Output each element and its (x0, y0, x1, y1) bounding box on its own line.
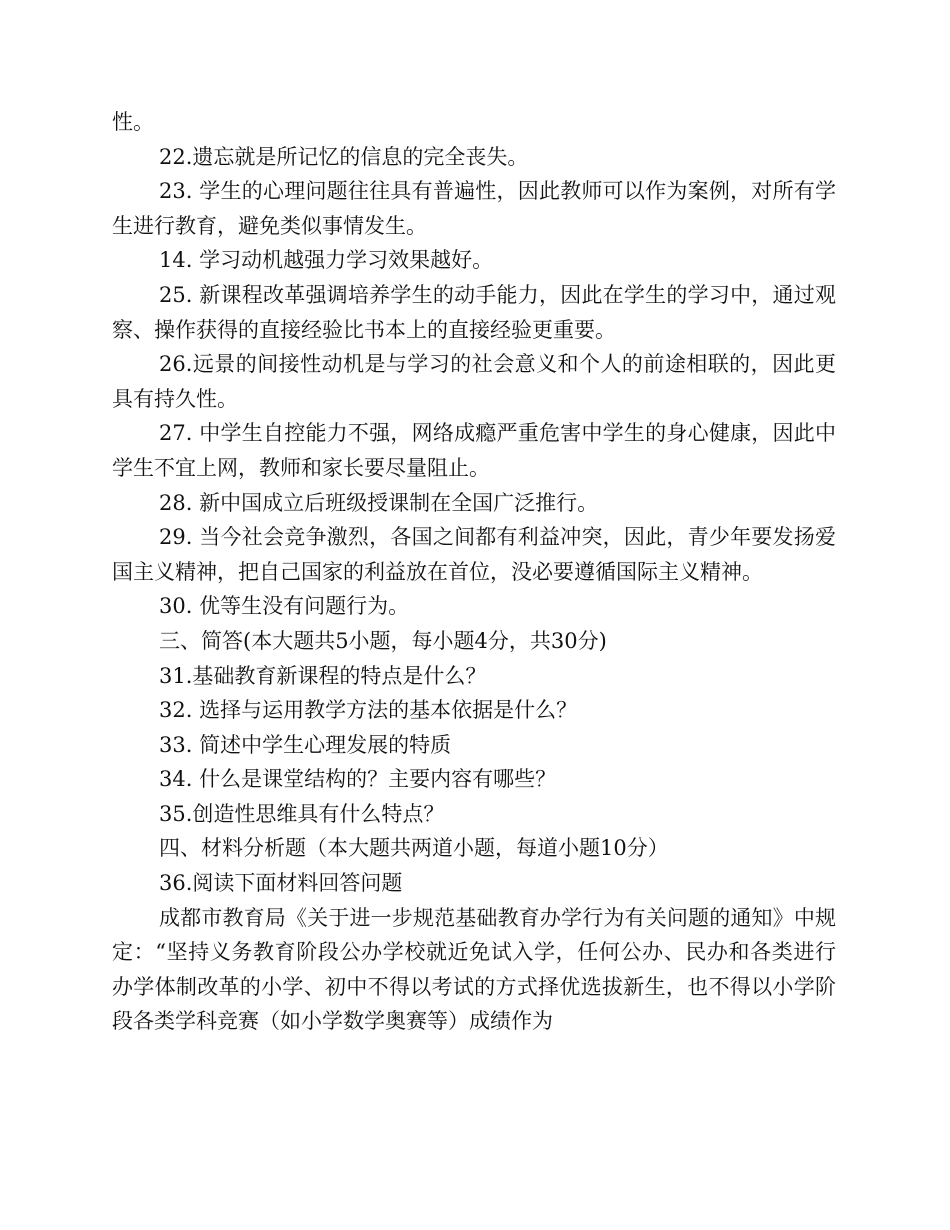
section-heading-material-analysis: 四、材料分析题（本大题共两道小题，每道小题10分） (159, 836, 669, 861)
item-25: 25. 新课程改革强调培养学生的动手能力，因此在学生的学习中，通过观察、操作获得的直接经验比书本上的直接经验更重要。 (112, 282, 836, 342)
section-heading-short-answer: 三、简答(本大题共5小题，每小题4分，共30分) (159, 628, 607, 653)
item-31: 31.基础教育新课程的特点是什么？ (159, 663, 487, 688)
item-33: 33. 简述中学生心理发展的特质 (159, 732, 452, 757)
item-30: 30. 优等生没有问题行为。 (159, 594, 410, 619)
item-32: 32. 选择与运用教学方法的基本依据是什么？ (159, 698, 578, 723)
item-35: 35.创造性思维具有什么特点？ (159, 801, 445, 826)
item-27: 27. 中学生自控能力不强，网络成瘾严重危害中学生的身心健康，因此中学生不宜上网，教师和家长要尽量阻止。 (112, 421, 836, 480)
item-36: 36.阅读下面材料回答问题 (159, 871, 403, 896)
item-34: 34. 什么是课堂结构的？主要内容有哪些？ (159, 767, 557, 792)
item-28: 28. 新中国成立后班级授课制在全国广泛推行。 (159, 490, 599, 515)
document-page (112, 105, 836, 1039)
item-23: 23. 学生的心理问题往往具有普遍性，因此教师可以作为案例，对所有学生进行教育，避免类似事情发生。 (112, 179, 836, 238)
material-passage: 成都市教育局《关于进一步规范基础教育办学行为有关问题的通知》中规定：“坚持义务教育阶段公办学校就近免试入学，任何公办、民办和各类进行办学体制改革的小学、初中不得以考试的方式择优选拔新生，也不得以小学阶段各类学科竞赛（如小学数学奥赛等）成绩作为 (112, 905, 836, 1034)
item-26: 26.远景的间接性动机是与学习的社会意义和个人的前途相联的，因此更具有持久性。 (112, 352, 836, 411)
item-14: 14. 学习动机越强力学习效果越好。 (159, 248, 494, 273)
item-29: 29. 当今社会竞争激烈，各国之间都有利益冲突，因此，青少年要发扬爱国主义精神，把自己国家的利益放在首位，没必要遵循国际主义精神。 (112, 525, 836, 584)
item-22: 22.遗忘就是所记忆的信息的完全丧失。 (159, 144, 529, 169)
paragraph-continuation: 性。 (112, 110, 154, 134)
